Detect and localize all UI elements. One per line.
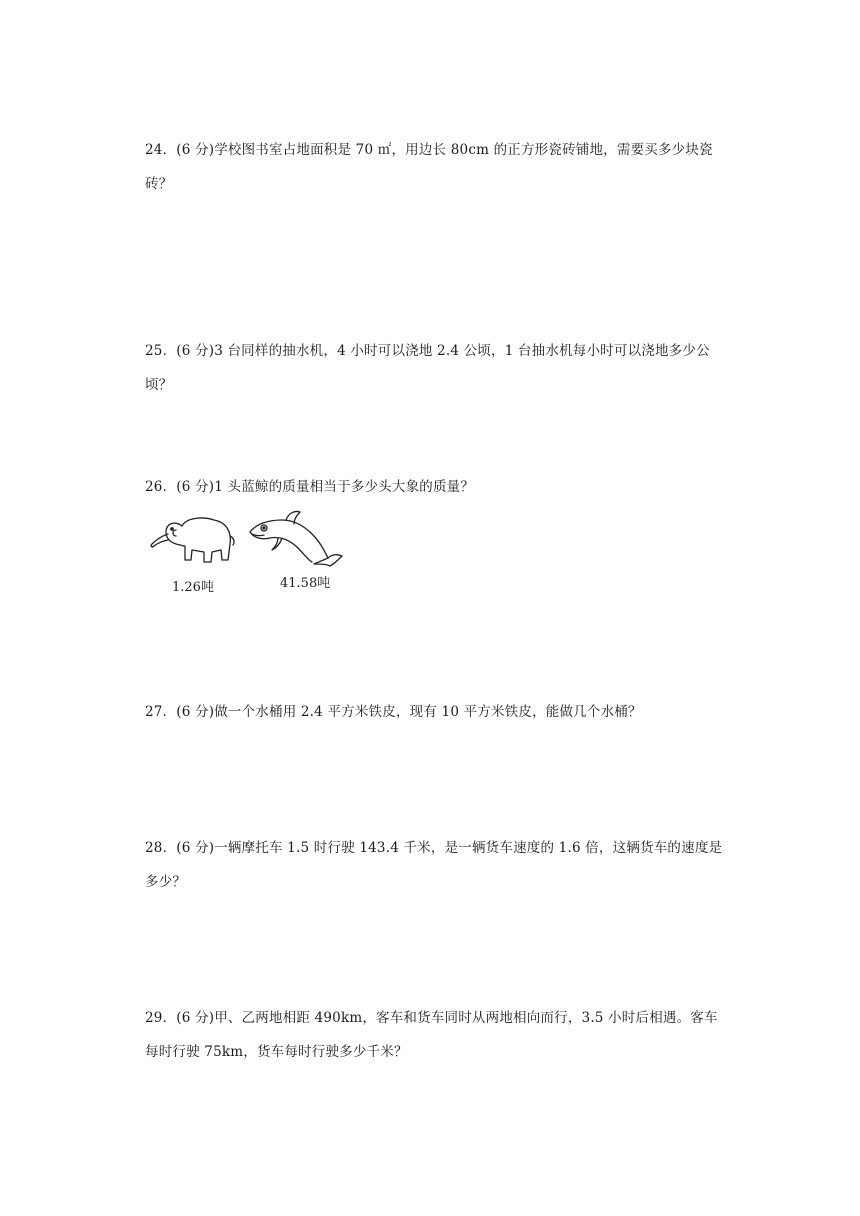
question-26: 26．(6 分)1 头蓝鲸的质量相当于多少头大象的质量？ <box>145 479 475 495</box>
question-28: 28．(6 分)一辆摩托车 1.5 时行驶 143.4 千米，是一辆货车速度的 1.6 倍，这辆货车的速度是多少？ <box>145 840 723 890</box>
question-25: 25．(6 分)3 台同样的抽水机，4 小时可以浇地 2.4 公顷，1 台抽水机每小时可以浇地多少公顷？ <box>145 343 710 393</box>
question-29: 29．(6 分)甲、乙两地相距 490km，客车和货车同时从两地相向而行，3.5 小时后相遇。客车每时行驶 75km，货车每时行驶多少千米？ <box>145 1010 718 1060</box>
elephant-weight-label: 1.26吨 <box>172 580 214 595</box>
whale-icon <box>242 502 352 572</box>
weight-figure <box>142 510 362 600</box>
elephant-icon <box>142 510 242 572</box>
whale-weight-label: 41.58吨 <box>280 576 331 591</box>
question-27: 27．(6 分)做一个水桶用 2.4 平方米铁皮，现有 10 平方米铁皮，能做几个水桶？ <box>145 704 642 720</box>
question-24: 24．(6 分)学校图书室占地面积是 70 ㎡，用边长 80cm 的正方形瓷砖铺地，需要买多少块瓷砖？ <box>145 142 713 192</box>
